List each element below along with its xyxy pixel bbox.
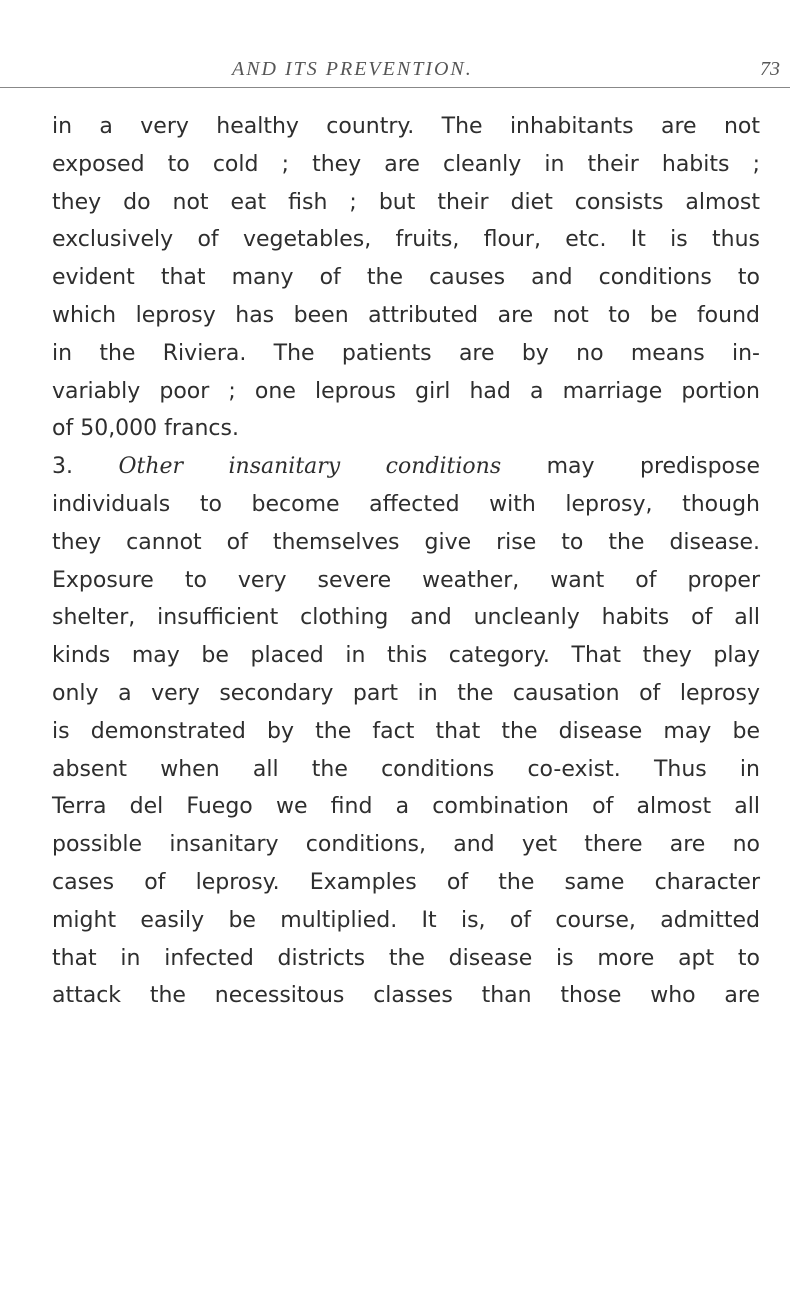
- text-fragment: may predispose: [546, 454, 761, 480]
- text-line: is demonstrated by the fact that the disease may be: [52, 718, 760, 744]
- text-line: exposed to cold ; they are cleanly in their habits ;: [52, 151, 760, 177]
- header-rule: [0, 87, 790, 88]
- text-line: attack the necessitous classes than those who are: [52, 983, 760, 1009]
- text-line: only a very secondary part in the causation of leprosy: [52, 680, 760, 706]
- text-line: possible insanitary conditions, and yet there are no: [52, 832, 760, 858]
- numbered-line: [52, 448, 760, 486]
- text-line: Terra del Fuego we find a combination of almost all: [52, 794, 760, 820]
- text-line: individuals to become affected with leprosy, though: [52, 491, 760, 517]
- section-heading: Other insanitary conditions: [118, 454, 502, 480]
- text-line: in a very healthy country. The inhabitants are not: [52, 114, 760, 139]
- text-line: absent when all the conditions co-exist. Thus in: [52, 756, 760, 782]
- text-line: Exposure to very severe weather, want of proper: [52, 567, 760, 593]
- text-line: which leprosy has been attributed are not to be found: [52, 302, 760, 328]
- text-line: might easily be multiplied. It is, of course, admitted: [52, 907, 760, 933]
- text-line: evident that many of the causes and conditions to: [52, 265, 760, 291]
- page-number: 73: [760, 58, 780, 80]
- text-line: they do not eat fish ; but their diet consists almost: [52, 189, 760, 215]
- text-line: they cannot of themselves give rise to the disease.: [52, 529, 760, 555]
- text-line: exclusively of vegetables, fruits, flour, etc. It is thus: [52, 227, 760, 253]
- text-line: variably poor ; one leprous girl had a marriage portion: [52, 378, 760, 404]
- text-line: kinds may be placed in this category. That they play: [52, 643, 760, 669]
- body-text: [52, 108, 760, 1015]
- text-line: of 50,000 francs.: [52, 416, 239, 442]
- item-number: 3.: [52, 454, 73, 480]
- text-line: cases of leprosy. Examples of the same character: [52, 869, 760, 895]
- text-line: shelter, insufficient clothing and uncleanly habits of all: [52, 605, 760, 631]
- running-head: AND ITS PREVENTION.: [232, 58, 473, 80]
- text-line: in the Riviera. The patients are by no means in-: [52, 340, 760, 366]
- paragraph-1: [52, 108, 760, 448]
- paragraph-2: [52, 448, 760, 1015]
- text-line: that in infected districts the disease is more apt to: [52, 945, 760, 971]
